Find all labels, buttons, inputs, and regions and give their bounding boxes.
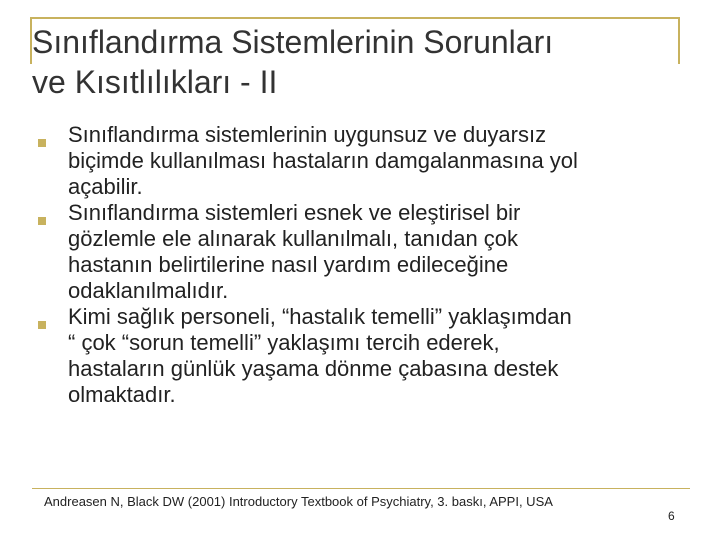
title-frame-right-border [678,17,680,64]
bullet-text-line: hastaların günlük yaşama dönme çabasına destek [68,356,559,381]
page-number: 6 [668,509,675,523]
bullet-item-3 [38,304,688,408]
square-bullet-icon [38,139,46,147]
bullet-text-line: Kimi sağlık personeli, “hastalık temelli” yaklaşımdan [68,304,572,329]
slide-title-line-2: ve Kısıtlılıkları - II [32,64,278,100]
slide-title-line-1: Sınıflandırma Sistemlerinin Sorunları [32,24,554,60]
footer-divider [32,488,690,489]
bullet-text-line: olmaktadır. [68,382,176,407]
square-bullet-icon [38,217,46,225]
citation-text: Andreasen N, Black DW (2001) Introductory Textbook of Psychiatry, 3. baskı, APPI, USA [44,494,553,509]
slide-title [32,22,672,102]
title-frame-top-border [30,17,680,19]
bullet-text-line: “ çok “sorun temelli” yaklaşımı tercih ederek, [68,330,500,355]
square-bullet-icon [38,321,46,329]
bullet-text-line: gözlemle ele alınarak kullanılmalı, tanıdan çok [68,226,519,251]
bullet-text-line: Sınıflandırma sistemlerinin uygunsuz ve duyarsız [68,122,547,147]
bullet-text-line: Sınıflandırma sistemleri esnek ve eleştirisel bir [68,200,521,225]
bullet-item-1 [38,122,688,200]
bullet-list [38,122,688,408]
bullet-item-2 [38,200,688,304]
bullet-text-line: odaklanılmalıdır. [68,278,229,303]
bullet-text-line: açabilir. [68,174,143,199]
bullet-text-line: hastanın belirtilerine nasıl yardım edileceğine [68,252,509,277]
bullet-text-line: biçimde kullanılması hastaların damgalanmasına yol [68,148,578,173]
